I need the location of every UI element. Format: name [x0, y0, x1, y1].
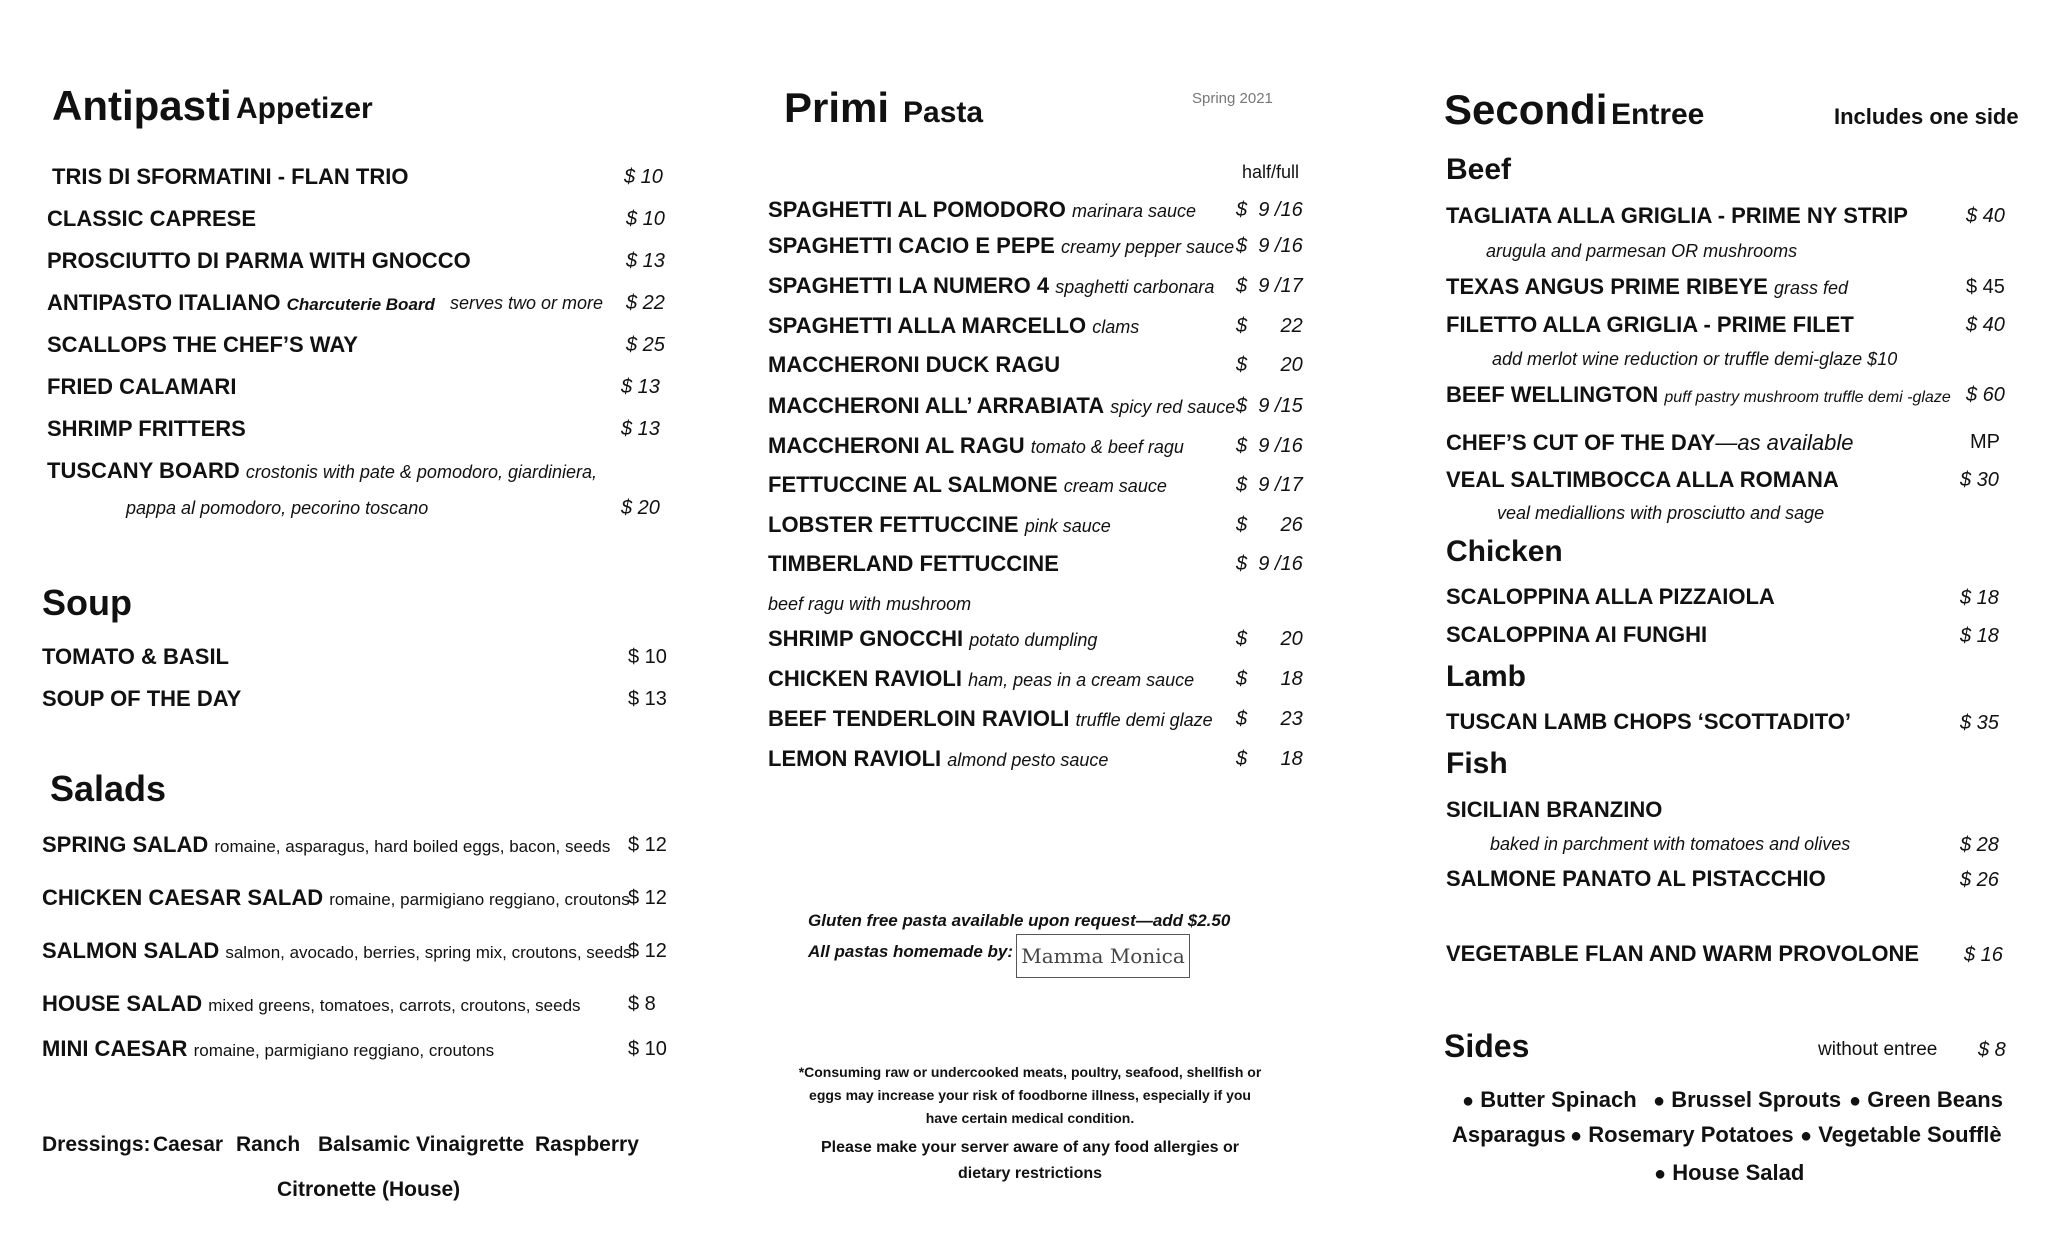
item-price: $ 12: [628, 834, 667, 856]
menu-item: CHEF’S CUT OF THE DAY—as available: [1446, 430, 1854, 455]
menu-item: MACCHERONI AL RAGU tomato & beef ragu: [768, 433, 1184, 458]
side-item: ● Brussel Sprouts: [1653, 1087, 1842, 1112]
menu-item: SPAGHETTI ALLA MARCELLO clams: [768, 313, 1140, 338]
sides-price: $ 8: [1978, 1039, 2006, 1061]
menu-item: FILETTO ALLA GRIGLIA - PRIME FILET: [1446, 312, 1854, 337]
secondi-subtitle: Entree: [1611, 98, 1705, 131]
item-price: $ 22: [626, 292, 665, 314]
item-price: $ 26: [1236, 514, 1303, 536]
item-price: $ 22: [1236, 315, 1303, 337]
item-price: $ 10: [628, 1038, 667, 1060]
bullet-icon: ●: [1653, 1090, 1666, 1112]
item-price: $ 30: [1960, 469, 1999, 491]
menu-item: FETTUCCINE AL SALMONE cream sauce: [768, 472, 1167, 497]
item-price: $ 12: [628, 887, 667, 909]
antipasti-subtitle: Appetizer: [236, 92, 373, 125]
beef-heading: Beef: [1446, 153, 1512, 186]
item-note: serves two or more: [450, 293, 604, 313]
gluten-free-note: Gluten free pasta available upon request—add $2.50: [808, 911, 1231, 930]
item-description: veal mediallions with prosciutto and sage: [1497, 503, 1825, 523]
menu-item: SPRING SALAD romaine, asparagus, hard boiled eggs, bacon, seeds: [42, 832, 611, 857]
item-price: $ 9 /16: [1236, 553, 1303, 575]
menu-item: SHRIMP GNOCCHI potato dumpling: [768, 626, 1098, 651]
menu-item: SPAGHETTI LA NUMERO 4 spaghetti carbonara: [768, 273, 1215, 298]
menu-item: TOMATO & BASIL: [42, 644, 229, 669]
item-price: $ 9 /16: [1236, 435, 1303, 457]
allergy-line: Please make your server aware of any food allergies or: [821, 1139, 1239, 1156]
season-label: Spring 2021: [1192, 90, 1273, 107]
item-description: arugula and parmesan OR mushrooms: [1486, 241, 1798, 261]
menu-item: TEXAS ANGUS PRIME RIBEYE grass fed: [1446, 274, 1849, 299]
dressing-item: Citronette (House): [277, 1178, 461, 1201]
item-price: MP: [1970, 431, 2000, 453]
side-item: ● House Salad: [1654, 1160, 1805, 1185]
item-price: $ 9 /16: [1236, 235, 1303, 257]
menu-item: MACCHERONI ALL’ ARRABIATA spicy red sauce: [768, 393, 1236, 418]
menu-item: HOUSE SALAD mixed greens, tomatoes, carrots, croutons, seeds: [42, 991, 581, 1016]
menu-item: SHRIMP FRITTERS: [47, 416, 246, 441]
warning-line: *Consuming raw or undercooked meats, poultry, seafood, shellfish or: [798, 1064, 1262, 1080]
menu-item: ANTIPASTO ITALIANO Charcuterie Board: [47, 290, 435, 315]
item-price: $ 9 /17: [1236, 474, 1303, 496]
bullet-icon: ●: [1570, 1125, 1583, 1147]
warning-line: have certain medical condition.: [925, 1110, 1135, 1126]
menu-item: SCALOPPINA AI FUNGHI: [1446, 622, 1708, 647]
menu-item: SPAGHETTI CACIO E PEPE creamy pepper sauce: [768, 233, 1235, 258]
item-price: $ 13: [626, 250, 665, 272]
warning-line: eggs may increase your risk of foodborne illness, especially if you: [809, 1087, 1251, 1103]
item-price: $ 10: [624, 166, 663, 188]
side-item: ● Rosemary Potatoes: [1570, 1122, 1794, 1147]
item-description: pappa al pomodoro, pecorino toscano: [126, 498, 429, 518]
menu-item: VEGETABLE FLAN AND WARM PROVOLONE: [1446, 941, 1919, 966]
secondi-title: Secondi: [1444, 86, 1608, 133]
menu-item: SICILIAN BRANZINO: [1446, 797, 1663, 822]
dressings-label: Dressings:: [42, 1133, 151, 1156]
dressing-item: Raspberry: [535, 1133, 639, 1156]
menu-item: TRIS DI SFORMATINI - FLAN TRIO: [52, 164, 409, 189]
item-price: $ 13: [621, 418, 660, 440]
side-item: ● Butter Spinach: [1462, 1087, 1637, 1112]
menu-item: VEAL SALTIMBOCCA ALLA ROMANA: [1446, 467, 1839, 492]
item-price: $ 9 /17: [1236, 275, 1303, 297]
item-price: $ 26: [1960, 869, 1999, 891]
item-price: $ 18: [1960, 625, 1999, 647]
menu-item: MINI CAESAR romaine, parmigiano reggiano, croutons: [42, 1036, 495, 1061]
menu-item: LEMON RAVIOLI almond pesto sauce: [768, 746, 1109, 771]
item-price: $ 9 /16: [1236, 199, 1303, 221]
item-price: $ 9 /15: [1236, 395, 1303, 417]
item-price: $ 20: [621, 497, 660, 519]
item-price: $ 16: [1964, 944, 2003, 966]
side-item: ● Vegetable Soufflè: [1800, 1122, 2002, 1147]
menu-item: LOBSTER FETTUCCINE pink sauce: [768, 512, 1111, 537]
menu-item: SALMONE PANATO AL PISTACCHIO: [1446, 866, 1826, 891]
menu-item: TUSCAN LAMB CHOPS ‘SCOTTADITO’: [1446, 709, 1851, 734]
item-price: $ 10: [626, 208, 665, 230]
bullet-icon: ●: [1800, 1125, 1813, 1147]
menu-item: SPAGHETTI AL POMODORO marinara sauce: [768, 197, 1197, 222]
side-item: Asparagus: [1452, 1122, 1566, 1147]
bullet-icon: ●: [1462, 1090, 1475, 1112]
menu-item: MACCHERONI DUCK RAGU: [768, 352, 1061, 377]
item-price: $ 20: [1236, 628, 1303, 650]
item-price: $ 18: [1960, 587, 1999, 609]
item-price: $ 35: [1960, 712, 1999, 734]
antipasti-title: Antipasti: [52, 82, 232, 129]
item-price: $ 18: [1236, 668, 1303, 690]
item-price: $ 18: [1236, 748, 1303, 770]
item-price: $ 25: [626, 334, 665, 356]
menu-item: BEEF WELLINGTON puff pastry mushroom truffle demi -glaze: [1446, 382, 1951, 407]
menu-item: CHICKEN RAVIOLI ham, peas in a cream sauce: [768, 666, 1195, 691]
menu-item: TIMBERLAND FETTUCCINE: [768, 551, 1059, 576]
side-item: ● Green Beans: [1849, 1087, 2003, 1112]
dressing-item: Caesar: [153, 1133, 224, 1156]
menu-item: beef ragu with mushroom: [768, 594, 972, 614]
bullet-icon: ●: [1849, 1090, 1862, 1112]
chicken-heading: Chicken: [1446, 535, 1563, 568]
menu-item: TUSCANY BOARD crostonis with pate & pomodoro, giardiniera,: [47, 458, 598, 483]
primi-title: Primi: [784, 84, 890, 131]
includes-side-note: Includes one side: [1834, 104, 2019, 129]
dressing-item: Balsamic Vinaigrette: [318, 1133, 525, 1156]
primi-subtitle: Pasta: [903, 96, 984, 129]
lamb-heading: Lamb: [1446, 660, 1527, 693]
item-price: $ 40: [1966, 205, 2005, 227]
menu-item: SCALLOPS THE CHEF’S WAY: [47, 332, 358, 357]
salads-title: Salads: [50, 768, 167, 809]
menu-item: CHICKEN CAESAR SALAD romaine, parmigiano reggiano, croutons: [42, 885, 630, 910]
menu-item: SOUP OF THE DAY: [42, 686, 242, 711]
item-price: $ 40: [1966, 314, 2005, 336]
item-price: $ 8: [628, 993, 656, 1015]
mamma-monica-logo: Mamma Monica: [1016, 934, 1190, 978]
menu-item: SALMON SALAD salmon, avocado, berries, spring mix, croutons, seeds: [42, 938, 632, 963]
item-price: $ 12: [628, 940, 667, 962]
soup-title: Soup: [42, 582, 132, 623]
item-description: add merlot wine reduction or truffle demi-glaze $10: [1492, 349, 1898, 369]
menu-item: CLASSIC CAPRESE: [47, 206, 257, 231]
item-price: $ 13: [621, 376, 660, 398]
menu-item: TAGLIATA ALLA GRIGLIA - PRIME NY STRIP: [1446, 203, 1908, 228]
sides-without-entree: without entree: [1818, 1039, 1938, 1060]
menu-item: SCALOPPINA ALLA PIZZAIOLA: [1446, 584, 1775, 609]
item-price: $ 28: [1960, 834, 1999, 856]
item-price: $ 10: [628, 646, 667, 668]
half-full-label: half/full: [1242, 162, 1300, 182]
dressing-item: Ranch: [236, 1133, 301, 1156]
item-description: baked in parchment with tomatoes and olives: [1490, 834, 1851, 854]
item-price: $ 60: [1966, 384, 2005, 406]
item-price: $ 20: [1236, 354, 1303, 376]
menu-item: BEEF TENDERLOIN RAVIOLI truffle demi glaze: [768, 706, 1213, 731]
menu-item: FRIED CALAMARI: [47, 374, 237, 399]
item-price: $ 13: [628, 688, 667, 710]
menu-item: PROSCIUTTO DI PARMA WITH GNOCCO: [47, 248, 471, 273]
fish-heading: Fish: [1446, 747, 1508, 780]
bullet-icon: ●: [1654, 1163, 1667, 1185]
item-price: $ 23: [1236, 708, 1303, 730]
homemade-note: All pastas homemade by:: [808, 942, 1014, 961]
sides-title: Sides: [1444, 1028, 1530, 1064]
allergy-line: dietary restrictions: [957, 1165, 1103, 1182]
item-price: $ 45: [1966, 276, 2005, 298]
